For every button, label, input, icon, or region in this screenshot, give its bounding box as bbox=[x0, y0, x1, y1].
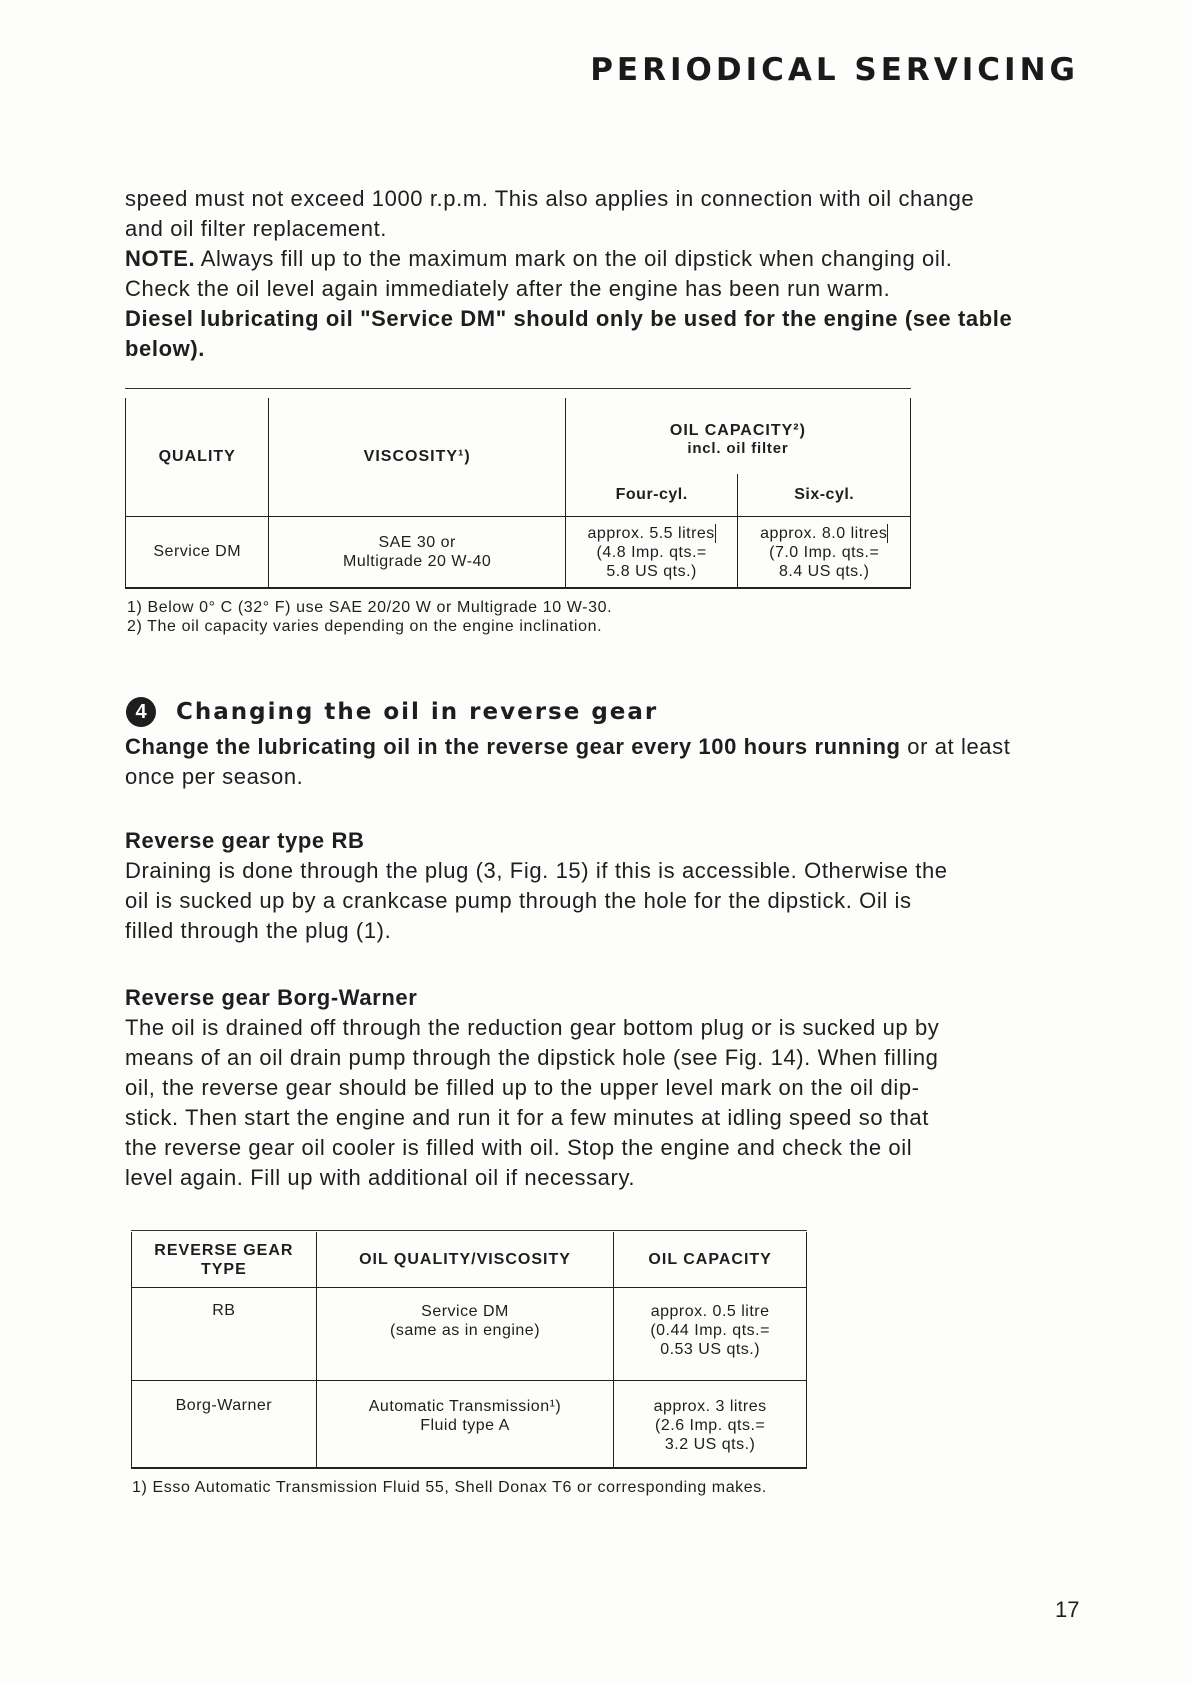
intro-line: and oil filter replacement. bbox=[125, 216, 387, 241]
header-viscosity: VISCOSITY¹) bbox=[269, 398, 565, 517]
footnote: 1) Below 0° C (32° F) use SAE 20/20 W or Multigrade 10 W-30. bbox=[127, 599, 613, 616]
rb-line: Draining is done through the plug (3, Fig. 15) if this is accessible. Otherwise the bbox=[125, 858, 948, 883]
reverse-gear-table bbox=[131, 1232, 807, 1469]
section-heading bbox=[126, 697, 658, 727]
gear-table-footnote bbox=[132, 1478, 767, 1497]
header-quality: QUALITY bbox=[126, 398, 269, 517]
note-line: Check the oil level again immediately after the engine has been run warm. bbox=[125, 276, 891, 301]
cell-quality: Service DM bbox=[126, 517, 269, 589]
table-top-rule bbox=[125, 388, 911, 389]
table-row bbox=[132, 1288, 807, 1381]
header-four-cyl: Four-cyl. bbox=[566, 474, 739, 516]
rb-line: oil is sucked up by a crankcase pump through the hole for the dipstick. Oil is bbox=[125, 888, 912, 913]
diesel-warning-line: below). bbox=[125, 336, 205, 361]
bw-line: The oil is drained off through the reduction gear bottom plug or is sucked up by bbox=[125, 1015, 940, 1040]
rb-block bbox=[125, 826, 1070, 946]
cell-gear-type: Borg-Warner bbox=[132, 1381, 317, 1469]
intro-line: speed must not exceed 1000 r.p.m. This also applies in connection with oil change bbox=[125, 186, 975, 211]
rb-line: filled through the plug (1). bbox=[125, 918, 392, 943]
bw-line: level again. Fill up with additional oil if necessary. bbox=[125, 1165, 636, 1190]
bw-line: the reverse gear oil cooler is filled with oil. Stop the engine and check the oil bbox=[125, 1135, 913, 1160]
note-paragraph bbox=[125, 244, 1070, 274]
section-number-badge: 4 bbox=[126, 697, 156, 727]
lead-line: Change the lubricating oil in the reverse gear every 100 hours running or at least bbox=[125, 734, 1011, 759]
cell-oil-quality: Automatic Transmission¹) Fluid type A bbox=[316, 1381, 614, 1469]
bw-line: oil, the reverse gear should be filled up to the upper level mark on the oil dip- bbox=[125, 1075, 920, 1100]
intro-paragraph bbox=[125, 184, 1070, 364]
table-row bbox=[126, 517, 911, 589]
gear-table-top-rule bbox=[131, 1230, 807, 1231]
footnote: 2) The oil capacity varies depending on the engine inclination. bbox=[127, 618, 603, 635]
oil-table-footnotes bbox=[127, 598, 612, 636]
diesel-warning-line: Diesel lubricating oil "Service DM" should only be used for the engine (see table bbox=[125, 306, 1013, 331]
header-oil-capacity: OIL CAPACITY bbox=[614, 1232, 807, 1288]
header-six-cyl: Six-cyl. bbox=[794, 486, 855, 503]
table-header-row bbox=[132, 1232, 807, 1288]
header-oil-capacity bbox=[565, 398, 910, 517]
cell-viscosity: SAE 30 or Multigrade 20 W-40 bbox=[269, 517, 565, 589]
borg-warner-block bbox=[125, 983, 1070, 1193]
rb-heading: Reverse gear type RB bbox=[125, 828, 365, 853]
footnote: 1) Esso Automatic Transmission Fluid 55, Shell Donax T6 or corresponding makes. bbox=[132, 1479, 767, 1496]
cell-capacity bbox=[565, 517, 910, 589]
bw-line: means of an oil drain pump through the dipstick hole (see Fig. 14). When filling bbox=[125, 1045, 939, 1070]
page-number: 17 bbox=[1055, 1597, 1080, 1622]
header-oil-quality: OIL QUALITY/VISCOSITY bbox=[316, 1232, 614, 1288]
bw-heading: Reverse gear Borg-Warner bbox=[125, 985, 418, 1010]
cell-six-cyl: approx. 8.0 litres (7.0 Imp. qts.= 8.4 US qts.) bbox=[760, 524, 888, 580]
cell-oil-capacity: approx. 3 litres (2.6 Imp. qts.= 3.2 US qts.) bbox=[614, 1381, 807, 1469]
note-label: NOTE. bbox=[125, 246, 196, 271]
capacity-subtitle: incl. oil filter bbox=[687, 439, 789, 457]
section-title: Changing the oil in reverse gear bbox=[176, 699, 659, 725]
bw-line: stick. Then start the engine and run it for a few minutes at idling speed so that bbox=[125, 1105, 929, 1130]
cell-four-cyl: approx. 5.5 litres (4.8 Imp. qts.= 5.8 US qts.) bbox=[566, 517, 739, 587]
note-text: Always fill up to the maximum mark on the oil dipstick when changing oil. bbox=[195, 246, 953, 271]
section-lead bbox=[125, 732, 1070, 792]
engine-oil-table bbox=[125, 398, 911, 589]
cell-oil-quality: Service DM (same as in engine) bbox=[316, 1288, 614, 1381]
cell-oil-capacity: approx. 0.5 litre (0.44 Imp. qts.= 0.53 US qts.) bbox=[614, 1288, 807, 1381]
page-header-title: PERIODICAL SERVICING bbox=[590, 52, 1079, 88]
table-row bbox=[132, 1381, 807, 1469]
table-header-row bbox=[126, 398, 911, 517]
cell-gear-type: RB bbox=[132, 1288, 317, 1381]
capacity-title: OIL CAPACITY²) bbox=[669, 421, 806, 439]
header-gear-type: REVERSE GEAR TYPE bbox=[132, 1232, 317, 1288]
lead-line: once per season. bbox=[125, 764, 304, 789]
